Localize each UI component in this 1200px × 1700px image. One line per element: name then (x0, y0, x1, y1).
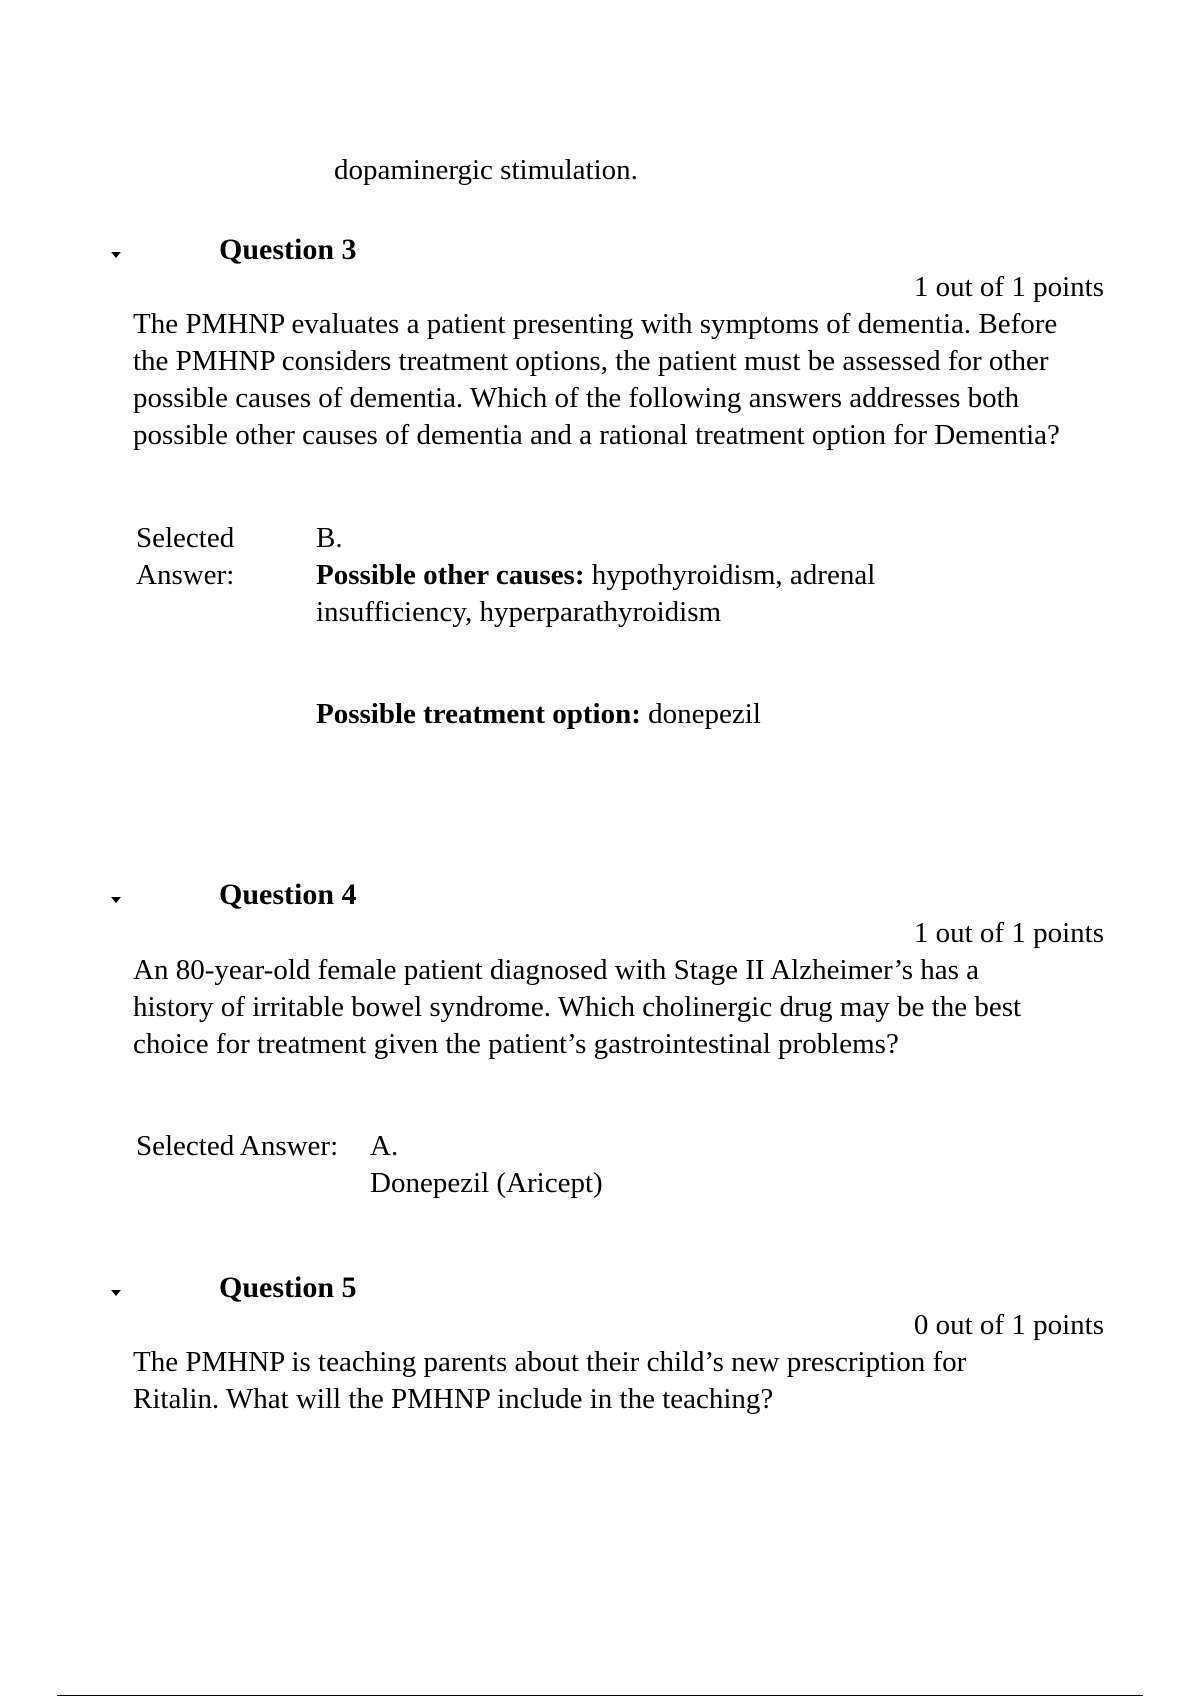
question-4-title: Question 4 (219, 878, 357, 911)
bottom-divider (57, 1695, 1143, 1696)
causes-label: Possible other causes: (316, 559, 585, 591)
question-4-answer-text: Donepezil (Aricept) (370, 1167, 603, 1199)
question-5-title: Question 5 (219, 1271, 357, 1304)
collapse-arrow-icon[interactable] (108, 892, 124, 908)
question-4-answer-letter: A. (370, 1130, 399, 1162)
collapse-arrow-icon[interactable] (108, 1285, 124, 1301)
question-5-points: 0 out of 1 points (913, 1309, 1104, 1341)
selected-answer-label: Selected Answer: (136, 1130, 339, 1162)
question-4-text: An 80-year-old female patient diagnosed with Stage II Alzheimer’s has a history of irritable bowel syndrome. Which cholinergic drug may be the best choice for treatment given the patient’s gastrointestinal problems? (133, 954, 1022, 1060)
question-3-answer-letter: B. (316, 522, 343, 554)
question-4-points: 1 out of 1 points (913, 917, 1104, 949)
treatment-value: donepezil (640, 698, 761, 730)
question-3-answer-causes (316, 557, 976, 631)
carryover-answer-text: dopaminergic stimulation. (334, 154, 638, 186)
collapse-arrow-icon[interactable] (108, 247, 124, 263)
selected-answer-label-line1: Selected (136, 522, 235, 554)
causes-value: hypothyroidism, adrenal insufficiency, hyperparathyroidism (316, 559, 876, 628)
treatment-label: Possible treatment option: (316, 698, 641, 730)
question-3-answer-treatment (316, 696, 761, 733)
question-3-title: Question 3 (219, 233, 357, 266)
question-5-text: The PMHNP is teaching parents about their child’s new prescription for Ritalin. What will the PMHNP include in the teaching? (133, 1346, 967, 1415)
question-3-text: The PMHNP evaluates a patient presenting with symptoms of dementia. Before the PMHNP considers treatment options, the patient must be assessed for other possible causes of dementia. Which of the following answers addresses both possible other causes of dementia and a rational treatment option for Dementia? (133, 308, 1060, 451)
question-3-points: 1 out of 1 points (913, 271, 1104, 303)
selected-answer-label-line2: Answer: (136, 559, 235, 591)
